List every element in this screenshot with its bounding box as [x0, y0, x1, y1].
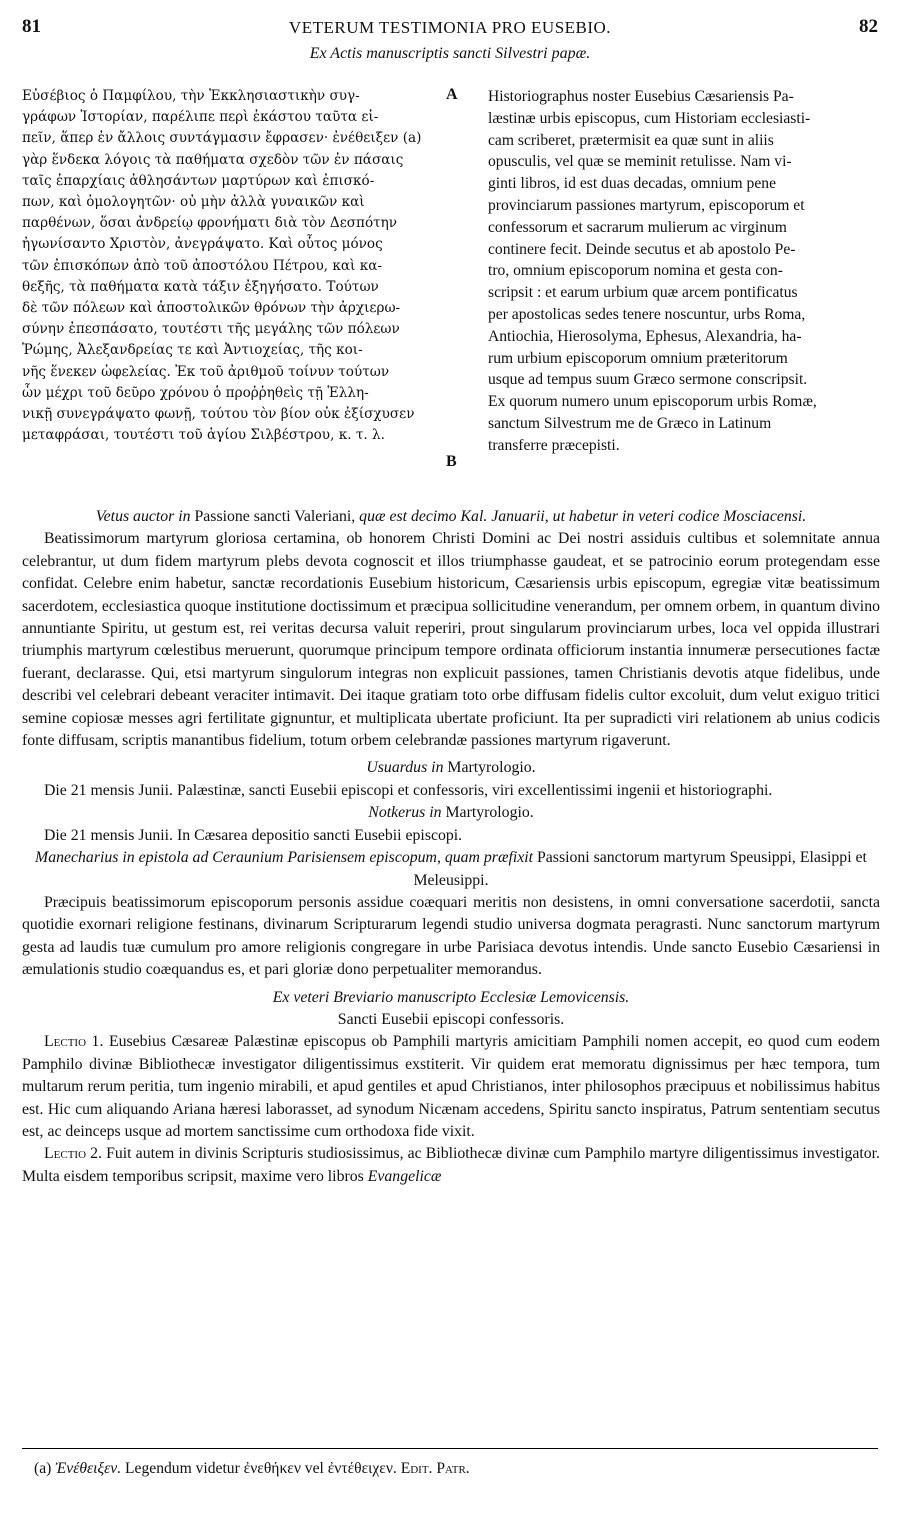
latin-column — [488, 86, 900, 457]
latin-line: cam scriberet, prætermisit ea quæ sunt in aliis — [488, 131, 774, 149]
latin-line: sanctum Silvestrum me de Græco in Latinum — [488, 414, 772, 432]
parallel-columns — [22, 86, 882, 500]
greek-line: γὰρ ἕνδεκα λόγοις τὰ παθήματα σχεδὸν τῶν ἐν πάσαις — [22, 151, 404, 168]
usuard-heading: Usuardus in Martyrologio. — [366, 759, 536, 777]
page-number-left: 81 — [22, 16, 41, 37]
latin-line: ginti libros, id est duas decadas, omnium pene — [488, 175, 776, 193]
lectio-1-label: Lectio 1. — [44, 1033, 104, 1051]
notker-paragraph: Die 21 mensis Junii. In Cæsarea depositio sancti Eusebii episcopi. — [44, 826, 463, 844]
valerian-paragraph: Beatissimorum martyrum gloriosa certamina, ob honorem Christi Domini ac Dei nostri assiduis cultibus et solemnitate annua celebrantur, ut dum fidem martyrum plebs devota cognoscit et illos triumphasse gaudeat, et se patrocinio eorum protegendam esse confidat. Celebre enim habetur, sanctæ recordationis Eusebium historicum, Cæsariensis urbis episcopum, egregiæ vitæ beatissimum sacerdotem, ecclesiastica quoque institutione doctissimum et præcipua sollicitudine venerandum, per omnem orbem, in quantum divino annuntiante Spiritu, ut gestum est, rei veritas decursa valuit reperiri, prout singularum provinciarum urbes, loca vel oppida illustrari triumphis martyrum cœlestibus meruerunt, quorumque principum tempore ordinata officiorum instantia innumeræ persecutiones factæ fuerant, declarasse. Qui, etsi martyrum singulorum integras non explicuit passiones, tamen Christianis devotis atque fidelibus, unde describi vel celebrari debeant veraciter intimavit. Dei itaque gratiam toto orbe diffusam fidelis cultor excoluit, dum velut exiguo tritici semine copiosæ messes agri fertilitate gignuntur, et multiplicata ubertate proficiunt. Ita per supradicti viri relationem ab unius codicis fonte diffusam, scriptis manantibus fidelium, totum orbem celebrandæ passiones martyrum rigaverunt. — [22, 530, 880, 750]
greek-line: μεταφράσαι, τουτέστι τοῦ ἁγίου Σιλβέστρου, κ. τ. λ. — [22, 427, 385, 444]
section-subtitle: Ex Actis manuscriptis sancti Silvestri papæ. — [309, 45, 591, 62]
lectio-2-label: Lectio 2. — [44, 1145, 102, 1163]
greek-line: Εὐσέβιος ὁ Παμφίλου, τὴν Ἐκκλησιαστικὴν συγ- — [22, 88, 360, 104]
latin-line: Historiographus noster Eusebius Cæsariensis Pa- — [488, 88, 794, 105]
column-marker-a: A — [446, 86, 458, 103]
greek-line: ταῖς ἐπαρχίαις ἀθλησάντων μαρτύρων καὶ ἐπισκό- — [22, 172, 375, 189]
lectio-2-paragraph: Lectio 2. Fuit autem in divinis Scripturis studiosissimus, ac Bibliothecæ divinæ cum Pamphilo martyre diligentissimus investigator. Multa eisdem temporibus scripsit, maxime vero libros Evangelicæ — [22, 1145, 880, 1185]
greek-line: θεξῆς, τὰ παθήματα κατὰ τάξιν ἐξηγήσατο. Τούτων — [22, 278, 379, 295]
latin-line: per apostolicas sedes tenere noscuntur, urbs Roma, — [488, 305, 806, 323]
valerian-heading: Vetus auctor in Passione sancti Valeriani, quæ est decimo Kal. Januarii, ut habetur in veteri codice Mosciacensi. — [95, 508, 807, 525]
latin-line: usque ad tempus suum Græco sermone conscripsit. — [488, 371, 808, 389]
lectio-1-paragraph: Lectio 1. Eusebius Cæsareæ Palæstinæ episcopus ob Pamphili martyris amicitiam Pamphili nomen accepit, eo quod cum eodem Pamphilo divinæ Bibliothecæ investigator diligentissimus exstiterit. Vir quidem erat memoratu dignissimus per hæc tempora, tum multarum rerum peritia, tum ingenio mirabili, et apud gentiles et apud Christianos, inter philosophos præcipuus et nobilissimus habitus est. Hic cum aliquando Ariana hæresi laborasset, ad synodum Nicænam accedens, Spiritu sancto inspiratus, Patrum sententiam secutus est, ac deinceps usque ad mortem sanctissime cum orthodoxa fide vixit. — [22, 1033, 880, 1140]
greek-line: σύνην ἐπεσπάσατο, τουτέστι τῆς μεγάλης τῶν πόλεων — [22, 321, 400, 338]
latin-line: tro, omnium episcoporum nomina et gesta con- — [488, 262, 783, 280]
latin-line: opusculis, vel quæ se meminit retulisse. Nam vi- — [488, 153, 792, 171]
running-header — [18, 16, 882, 44]
manecharius-heading: Manecharius in epistola ad Ceraunium Parisiensem episcopum, quam præfixit Passioni sanctorum martyrum Speusippi, Elasippi et Meleusippi. — [35, 849, 867, 889]
greek-line: πων, καὶ ὁμολογητῶν· οὐ μὴν ἀλλὰ γυναικῶν καὶ — [22, 194, 365, 211]
greek-line: νικῇ συνεγράψατο φωνῇ, τούτου τὸν βίον οὐκ ἐξίσχυσεν — [22, 406, 415, 423]
footnote: (a) Ἐνέθειξεν. Legendum videtur ἐνεθήκεν vel ἐντέθειχεν. Edit. Patr. — [34, 1460, 470, 1477]
manecharius-paragraph: Præcipuis beatissimorum episcoporum personis assidue coæquari meritis non desistens, in omni conversatione sacerdotii, sancta quotidie exornari religione festinans, divinarum Scripturarum legendi studio universa dogmata peragrasti. Nunc sanctorum martyrum gesta ad laudis tuæ cumulum pro amore religionis congregare in urbe Parisiaca devotus intendis. Unde sancto Eusebio Cæsariensi in æmulationis studio coæquandus es, et pari gloriæ dono perpetualiter memorandus. — [22, 893, 880, 979]
main-text — [22, 506, 880, 1188]
column-marker-b: B — [446, 453, 457, 470]
greek-line: τῶν ἐπισκόπων ἀπὸ τοῦ ἀποστόλου Πέτρου, καὶ κα- — [22, 257, 382, 274]
latin-line: læstinæ urbis episcopus, cum Historiam ecclesiasti- — [488, 109, 811, 127]
latin-line: provinciarum passiones martyrum, episcoporum et — [488, 196, 805, 214]
greek-line: παρθένων, ὅσαι ἀνδρείῳ φρονήματι διὰ τὸν Δεσπότην — [22, 215, 398, 232]
latin-line: transferre præcepisti. — [488, 436, 620, 454]
greek-column — [22, 86, 442, 446]
greek-line: νῆς ἕνεκεν ὠφελείας. Ἐκ τοῦ ἀριθμοῦ τοίνυν τούτων — [22, 363, 390, 380]
greek-line: γράφων Ἱστορίαν, παρέλιπε περὶ ἑκάστου ταῦτα εἰ- — [22, 109, 379, 126]
latin-line: confessorum et sacrarum mulierum ac virginum — [488, 218, 787, 236]
notker-heading: Notkerus in Martyrologio. — [368, 804, 534, 822]
page-number-right: 82 — [859, 16, 878, 37]
latin-line: scripsit : et earum urbium quæ arcem pontificatus — [488, 284, 798, 302]
greek-line: ὧν μέχρι τοῦ δεῦρο χρόνου ὁ προῤῥηθεὶς τῇ Ἑλλη- — [22, 384, 369, 401]
usuard-paragraph: Die 21 mensis Junii. Palæstinæ, sancti Eusebii episcopi et confessoris, viri excellentissimi ingenii et historiographi. — [44, 781, 773, 799]
latin-line: continere fecit. Deinde secutus et ab apostolo Pe- — [488, 240, 796, 258]
breviary-subheading: Sancti Eusebii episcopi confessoris. — [337, 1010, 565, 1028]
greek-line: Ῥώμης, Ἀλεξανδρείας τε καὶ Ἀντιοχείας, τῆς κοι- — [22, 342, 363, 359]
greek-line: ἠγωνίσαντο Χριστὸν, ἀνεγράψατο. Καὶ οὗτος μόνος — [22, 236, 383, 253]
breviary-heading: Ex veteri Breviario manuscripto Ecclesiæ Lemovicensis. — [272, 988, 630, 1006]
latin-line: Antiochia, Hierosolyma, Ephesus, Alexandria, ha- — [488, 327, 802, 345]
running-title: VETERUM TESTIMONIA PRO EUSEBIO. — [288, 18, 612, 37]
footnote-rule — [22, 1448, 878, 1449]
latin-line: Ex quorum numero unum episcoporum urbis Romæ, — [488, 393, 817, 411]
latin-line: rum urbium episcoporum omnium præteritorum — [488, 349, 788, 367]
greek-line: δὲ τῶν πόλεων καὶ ἀποστολικῶν θρόνων τὴν ἀρχιερω- — [22, 300, 401, 317]
greek-line: πεῖν, ἅπερ ἐν ἄλλοις συντάγμασιν ἔφρασεν· ἐνέθειξεν (a) — [22, 130, 422, 147]
